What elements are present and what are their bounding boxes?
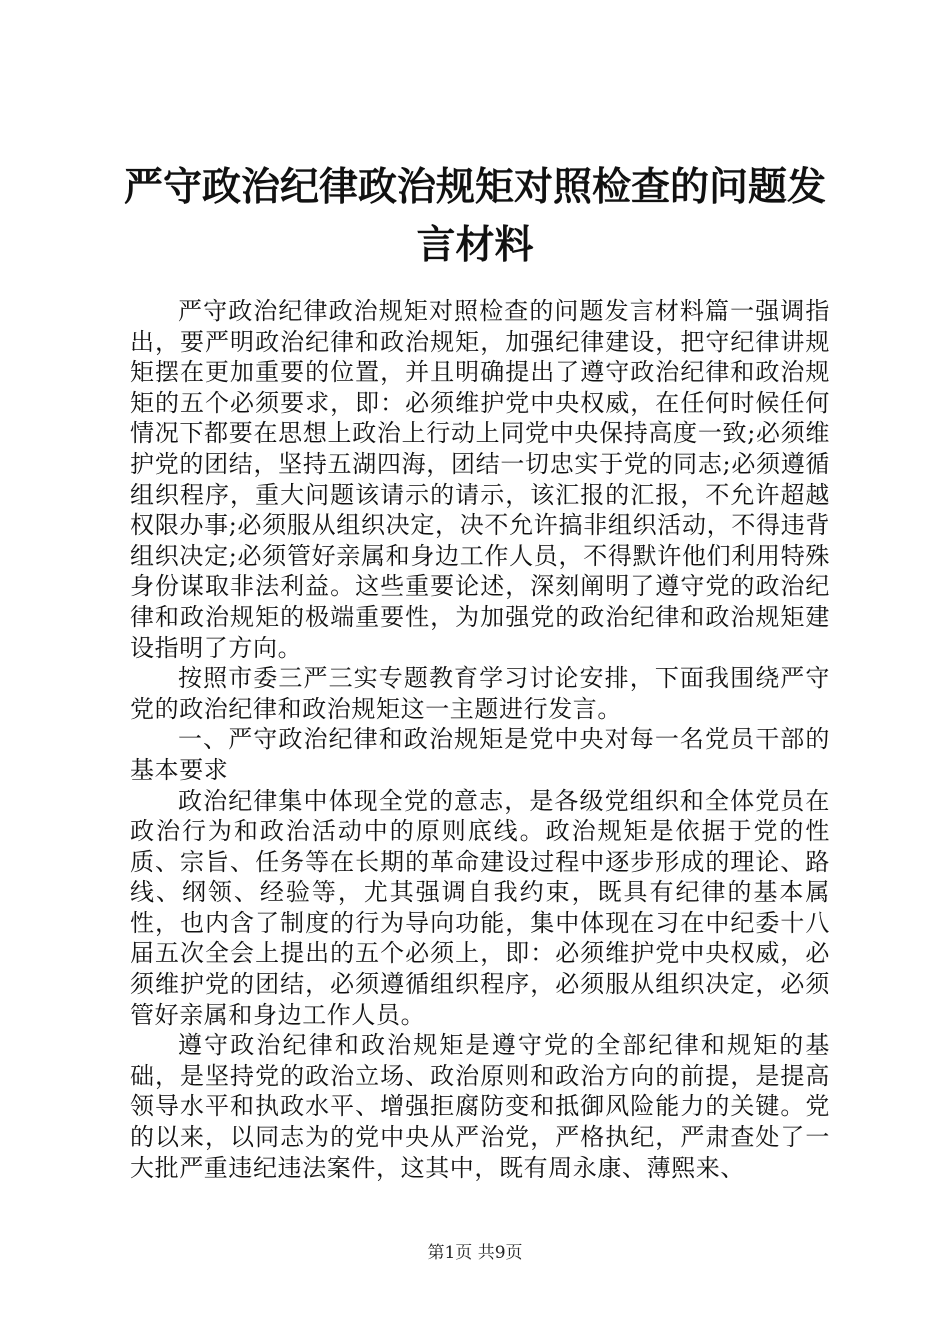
paragraph-discipline-definition: 政治纪律集中体现全党的意志，是各级党组织和全体党员在政治行为和政治活动中的原则底线。政治规矩是依据于党的性质、宗旨、任务等在长期的革命建设过程中逐步形成的理论、路线、纲领、经验等，尤其强调自我约束，既具有纪律的基本属性，也内含了制度的行为导向功能，集中体现在习在中纪委十八届五次全会上提出的五个必须上，即：必须维护党中央权威，必须维护党的团结，必须遵循组织程序，必须服从组织决定，必须管好亲属和身边工作人员。: [130, 786, 830, 1029]
paragraph-discipline-foundation: 遵守政治纪律和政治规矩是遵守党的全部纪律和规矩的基础，是坚持党的政治立场、政治原则和政治方向的前提，是提高领导水平和执政水平、增强拒腐防变和抵御风险能力的关键。党的以来，以同志为的党中央从严治党，严格执纪，严肃查处了一大批严重违纪违法案件，这其中，既有周永康、薄熙来、: [130, 1031, 830, 1182]
paragraph-intro: 严守政治纪律政治规矩对照检查的问题发言材料篇一强调指出，要严明政治纪律和政治规矩，加强纪律建设，把守纪律讲规矩摆在更加重要的位置，并且明确提出了遵守政治纪律和政治规矩的五个必须要求，即：必须维护党中央权威，在任何时候任何情况下都要在思想上政治上行动上同党中央保持高度一致;必须维护党的团结，坚持五湖四海，团结一切忠实于党的同志;必须遵循组织程序，重大问题该请示的请示，该汇报的汇报，不允许超越权限办事;必须服从组织决定，决不允许搞非组织活动，不得违背组织决定;必须管好亲属和身边工作人员，不得默许他们利用特殊身份谋取非法利益。这些重要论述，深刻阐明了遵守党的政治纪律和政治规矩的极端重要性，为加强党的政治纪律和政治规矩建设指明了方向。: [130, 297, 830, 662]
section-heading-1: 一、严守政治纪律和政治规矩是党中央对每一名党员干部的基本要求: [130, 725, 830, 784]
paragraph-arrangement: 按照市委三严三实专题教育学习讨论安排，下面我围绕严守党的政治纪律和政治规矩这一主题进行发言。: [130, 664, 830, 723]
document-title: 严守政治纪律政治规矩对照检查的问题发言材料: [123, 164, 826, 268]
page-footer: 第1页 共9页: [427, 1243, 523, 1263]
document-body: [130, 296, 830, 1183]
